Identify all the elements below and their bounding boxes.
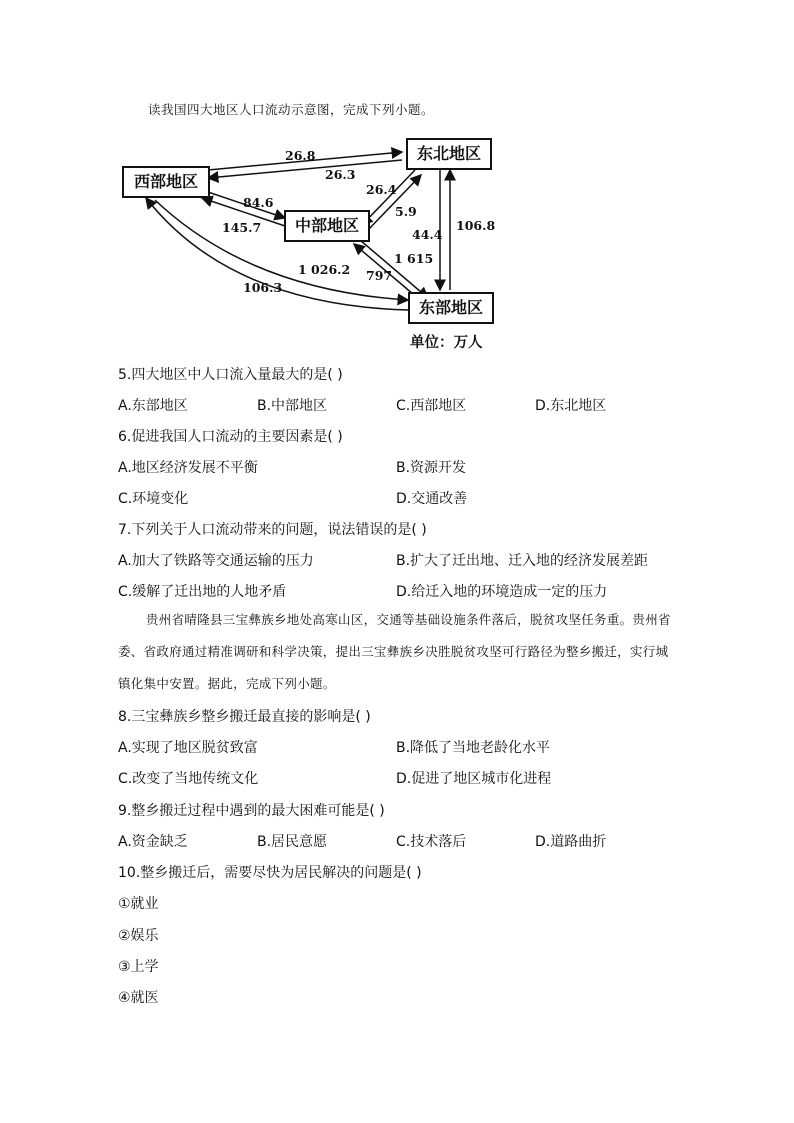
option: C.环境变化 (118, 491, 189, 507)
flow-label: 26.8 (285, 148, 316, 163)
option: D.交通改善 (396, 491, 468, 507)
flow-label: 44.4 (412, 227, 443, 242)
option: B.降低了当地老龄化水平 (396, 740, 551, 756)
flow-label: 106.8 (456, 218, 496, 233)
question-10: 10.整乡搬迁后，需要尽快为居民解决的问题是( ) (118, 865, 422, 881)
flow-label: 1 615 (394, 251, 434, 266)
option: ③上学 (118, 959, 159, 975)
box-west: 西部地区 (122, 166, 210, 198)
option: ②娱乐 (118, 928, 159, 944)
flow-label: 1 026.2 (298, 262, 351, 277)
option: C.西部地区 (396, 398, 467, 414)
question-6: 6.促进我国人口流动的主要因素是( ) (118, 429, 343, 445)
question-9: 9.整乡搬迁过程中遇到的最大困难可能是( ) (118, 803, 385, 819)
option: B.资源开发 (396, 460, 467, 476)
option: A.东部地区 (118, 398, 188, 414)
flow-label: 26.4 (366, 182, 397, 197)
option: D.促进了地区城市化进程 (396, 771, 552, 787)
flow-label: 5.9 (395, 204, 417, 219)
option: ①就业 (118, 896, 159, 912)
option: A.实现了地区脱贫致富 (118, 740, 258, 756)
population-flow-diagram (110, 130, 510, 350)
reading-passage: 贵州省晴隆县三宝彝族乡地处高寒山区，交通等基础设施条件落后，脱贫攻坚任务重。贵州省委、省政府通过精准调研和科学决策，提出三宝彝族乡决胜脱贫攻坚可行路径为整乡搬迁，实行城镇化集中安置。据此，完成下列小题。 (118, 612, 671, 691)
flow-label: 106.3 (243, 280, 283, 295)
flow-label: 26.3 (325, 167, 356, 182)
question-7: 7.下列关于人口流动带来的问题，说法错误的是( ) (118, 522, 427, 538)
option: C.技术落后 (396, 834, 467, 850)
flow-label: 797 (366, 268, 393, 283)
box-northeast: 东北地区 (406, 138, 492, 170)
option: B.中部地区 (257, 398, 328, 414)
flow-label: 84.6 (243, 195, 274, 210)
question-8: 8.三宝彝族乡整乡搬迁最直接的影响是( ) (118, 709, 371, 725)
unit-label: 单位：万人 (410, 334, 483, 351)
box-central: 中部地区 (284, 210, 370, 242)
option: A.地区经济发展不平衡 (118, 460, 258, 476)
intro-text: 读我国四大地区人口流动示意图，完成下列小题。 (148, 102, 435, 117)
option: D.东北地区 (535, 398, 607, 414)
question-5: 5.四大地区中人口流入量最大的是( ) (118, 367, 343, 383)
option: D.给迁入地的环境造成一定的压力 (396, 584, 608, 600)
option: D.道路曲折 (535, 834, 607, 850)
flow-label: 145.7 (222, 220, 262, 235)
option: ④就医 (118, 990, 159, 1006)
option: A.加大了铁路等交通运输的压力 (118, 553, 314, 569)
box-east: 东部地区 (408, 292, 494, 324)
option: A.资金缺乏 (118, 834, 188, 850)
option: B.居民意愿 (257, 834, 328, 850)
option: B.扩大了迁出地、迁入地的经济发展差距 (396, 553, 649, 569)
option: C.缓解了迁出地的人地矛盾 (118, 584, 287, 600)
option: C.改变了当地传统文化 (118, 771, 259, 787)
